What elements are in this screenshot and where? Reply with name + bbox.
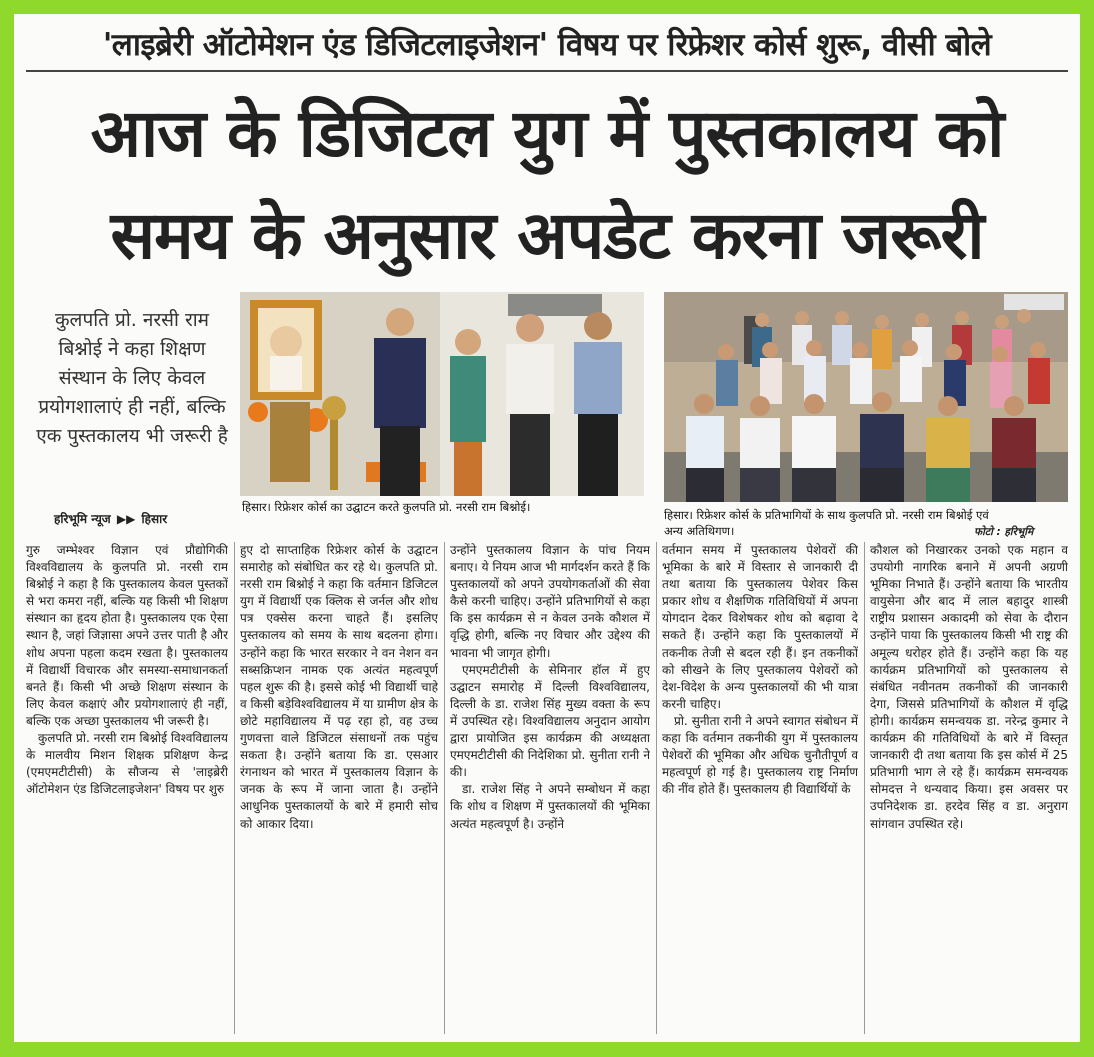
article-paragraph: उन्होंने पुस्तकालय विज्ञान के पांच नियम बनाए। ये नियम आज भी मार्गदर्शन करते हैं कि पुस्तकालयों को अपने उपयोगकर्ताओं की सेवा कैसे करनी चाहिए। उन्होंने प्रतिभागियों से कहा कि इस कार्यक्रम से न केवल उनके कौशल में वृद्धि होगी, बल्कि नए विचार और उद्देश्य की भावना भी जागृत होगी।: [450, 543, 650, 660]
group-photo: [664, 292, 1068, 502]
inauguration-photo: [240, 292, 644, 496]
byline-place: हिसार: [141, 512, 168, 526]
inauguration-photo-image: [240, 292, 644, 496]
article-paragraph: गुरु जम्भेश्वर विज्ञान एवं प्रौद्योगिकी विश्वविद्यालय के कुलपति प्रो. नरसी राम बिश्नोई ने कहा है कि पुस्तकालय केवल पुस्तकों से भरा कमरा नहीं, बल्कि यह किसी भी शिक्षण संस्थान का हृदय होता है। पुस्तकालय एक ऐसा स्थान है, जहां जिज्ञासा अपने उत्तर पाती है और शोध अपना पहला कदम रखता है। पुस्तकालय में विद्यार्थी विचारक और समस्या-समाधानकर्ता बनते हैं। किसी भी अच्छे शिक्षण संस्थान के लिए केवल कक्षाएं और प्रयोगशालाएं ही नहीं, बल्कि एक अच्छा पुस्तकालय भी जरूरी है।: [26, 543, 228, 728]
article-paragraph: डा. राजेश सिंह ने अपने सम्बोधन में कहा कि शोध व शिक्षण में पुस्तकालयों की भूमिका अत्यंत महत्वपूर्ण है। उन्होंने: [450, 782, 650, 831]
column-divider: [864, 542, 865, 1034]
article-column-5: [870, 542, 1068, 1034]
article-paragraph: कुलपति प्रो. नरसी राम बिश्नोई विश्वविद्यालय के मालवीय मिशन शिक्षक प्रशिक्षण केन्द्र (एमएमटीटीसी) के सौजन्य से 'लाइब्रेरी ऑटोमेशन एंड डिजिटलाइजेशन' विषय पर शुरु: [26, 731, 228, 797]
article-paragraph: प्रो. सुनीता रानी ने अपने स्वागत संबोधन में कहा कि वर्तमान तकनीकी युग में पुस्तकालय पेशेवरों की भूमिका और अधिक चुनौतीपूर्ण व महत्वपूर्ण हो गई है। पुस्तकालय राष्ट्र निर्माण की नींव होते हैं। पुस्तकालय ही विद्यार्थियों के: [662, 713, 858, 797]
group-photo-caption-line-1: हिसार। रिफ्रेशर कोर्स के प्रतिभागियों के साथ कुलपति प्रो. नरसी राम बिश्नोई एवं: [664, 508, 989, 522]
group-photo-caption-line-2: अन्य अतिथिगण।: [664, 524, 735, 538]
main-headline-line-2: समय के अनुसार अपडेट करना जरूरी: [110, 197, 984, 274]
main-headline-line-1: आज के डिजिटल युग में पुस्तकालय को: [90, 95, 1004, 172]
article-paragraph: हुए दो साप्ताहिक रिफ्रेशर कोर्स के उद्घाटन समारोह को संबोधित कर रहे थे। कुलपति प्रो. नरसी राम बिश्नोई ने कहा कि वर्तमान डिजिटल युग में विद्यार्थी एक क्लिक से जर्नल और शोध पत्र एक्सेस करना चाहते हैं। इसलिए पुस्तकालय को समय के साथ बदलना होगा। उन्होंने कहा कि भारत सरकार ने वन नेशन वन सब्सक्रिप्शन नामक एक अत्यंत महत्वपूर्ण पहल शुरू की है। इससे कोई भी विद्यार्थी चाहे व किसी बड़ेविश्वविद्यालय में या ग्रामीण क्षेत्र के छोटे महाविद्यालय में पढ़ रहा हो, वह उच्च गुणवत्ता वाले डिजिटल संसाधनों तक पहुंच सकता है। उन्होंने बताया कि डा. एसआर रंगनाथन को भारत में पुस्तकालय विज्ञान के जनक के रूप में जाना जाता है। उन्होंने आधुनिक पुस्तकालयों के बारे में हमारी सोच को आकार दिया।: [240, 543, 438, 831]
column-divider: [656, 542, 657, 1034]
kicker-divider: [26, 70, 1068, 72]
byline-separator-icon: ▶▶: [116, 512, 136, 526]
group-photo-image: [664, 292, 1068, 502]
article-paragraph: वर्तमान समय में पुस्तकालय पेशेवरों की भूमिका के बारे में विस्तार से जानकारी दी तथा बताया कि पुस्तकालय पेशेवर किस प्रकार शोध व शैक्षणिक गतिविधियों में अपना योगदान देकर विशेषकर शोध को बढ़ावा दे सकते हैं। उन्होंने कहा कि पुस्तकालयों में तकनीक तेजी से बदल रही हैं। इन तकनीकों को सीखने के लिए पुस्तकालय पेशेवरों को देश-विदेश के अन्य पुस्तकालयों की भी यात्रा करनी चाहिए।: [662, 543, 858, 711]
inauguration-photo-caption: हिसार। रिफ्रेशर कोर्स का उद्घाटन करते कुलपति प्रो. नरसी राम बिश्नोई।: [242, 500, 531, 514]
photo-credit: फोटो : हरिभूमि: [974, 526, 1034, 538]
article-column-3: [450, 542, 650, 1034]
article-column-2: [240, 542, 438, 1034]
article-paragraph: कौशल को निखारकर उनको एक महान व उपयोगी नागरिक बनाने में अपनी अग्रणी भूमिका निभाते हैं। उन्होंने बताया कि भारतीय वायुसेना और बाद में लाल बहादुर शास्त्री राष्ट्रीय प्रशासन अकादमी को सेवा के दौरान उन्होंने पाया कि पुस्तकालय किसी भी राष्ट्र की अमूल्य धरोहर होते हैं। उन्होंने कहा कि यह कार्यक्रम प्रतिभागियों को पुस्तकालय से संबंधित नवीनतम तकनीकों की जानकारी देगा, जिससे प्रतिभागियों के कौशल में वृद्धि होगी। कार्यक्रम समन्वयक डा. नरेन्द्र कुमार ने कार्यक्रम की गतिविधियों के बारे में विस्तृत जानकारी दी तथा बताया कि इस कोर्स में 25 प्रतिभागी भाग ले रहे हैं। कार्यक्रम समन्वयक सोमदत्त ने धन्यवाद किया। इस अवसर पर उपनिदेशक डा. हरदेव सिंह व डा. अनुराग सांगवान उपस्थित रहे।: [870, 543, 1068, 831]
newspaper-page: [14, 14, 1080, 1042]
column-divider: [444, 542, 445, 1034]
article-column-4: [662, 542, 858, 1034]
column-divider: [234, 542, 235, 1034]
kicker-headline: 'लाइब्रेरी ऑटोमेशन एंड डिजिटलाइजेशन' विषय पर रिफ्रेशर कोर्स शुरू, वीसी बोले: [102, 27, 992, 63]
deck-summary: कुलपति प्रो. नरसी राम बिश्नोई ने कहा शिक्षण संस्थान के लिए केवल प्रयोगशालाएं ही नहीं, बल्कि एक पुस्तकालय भी जरूरी है: [36, 309, 228, 447]
article-paragraph: एमएमटीटीसी के सेमिनार हॉल में हुए उद्घाटन समारोह में दिल्ली विश्वविद्यालय, दिल्ली के डा. राजेश सिंह मुख्य वक्ता के रूप में उपस्थित रहे। विश्वविद्यालय अनुदान आयोग द्वारा प्रायोजित इस कार्यक्रम की अध्यक्षता एमएमटीटीसी की निदेशिका प्रो. सुनीता रानी ने की।: [450, 662, 650, 780]
article-column-1: [26, 542, 228, 1034]
byline: [54, 510, 234, 527]
byline-source: हरिभूमि न्यूज: [54, 512, 111, 526]
